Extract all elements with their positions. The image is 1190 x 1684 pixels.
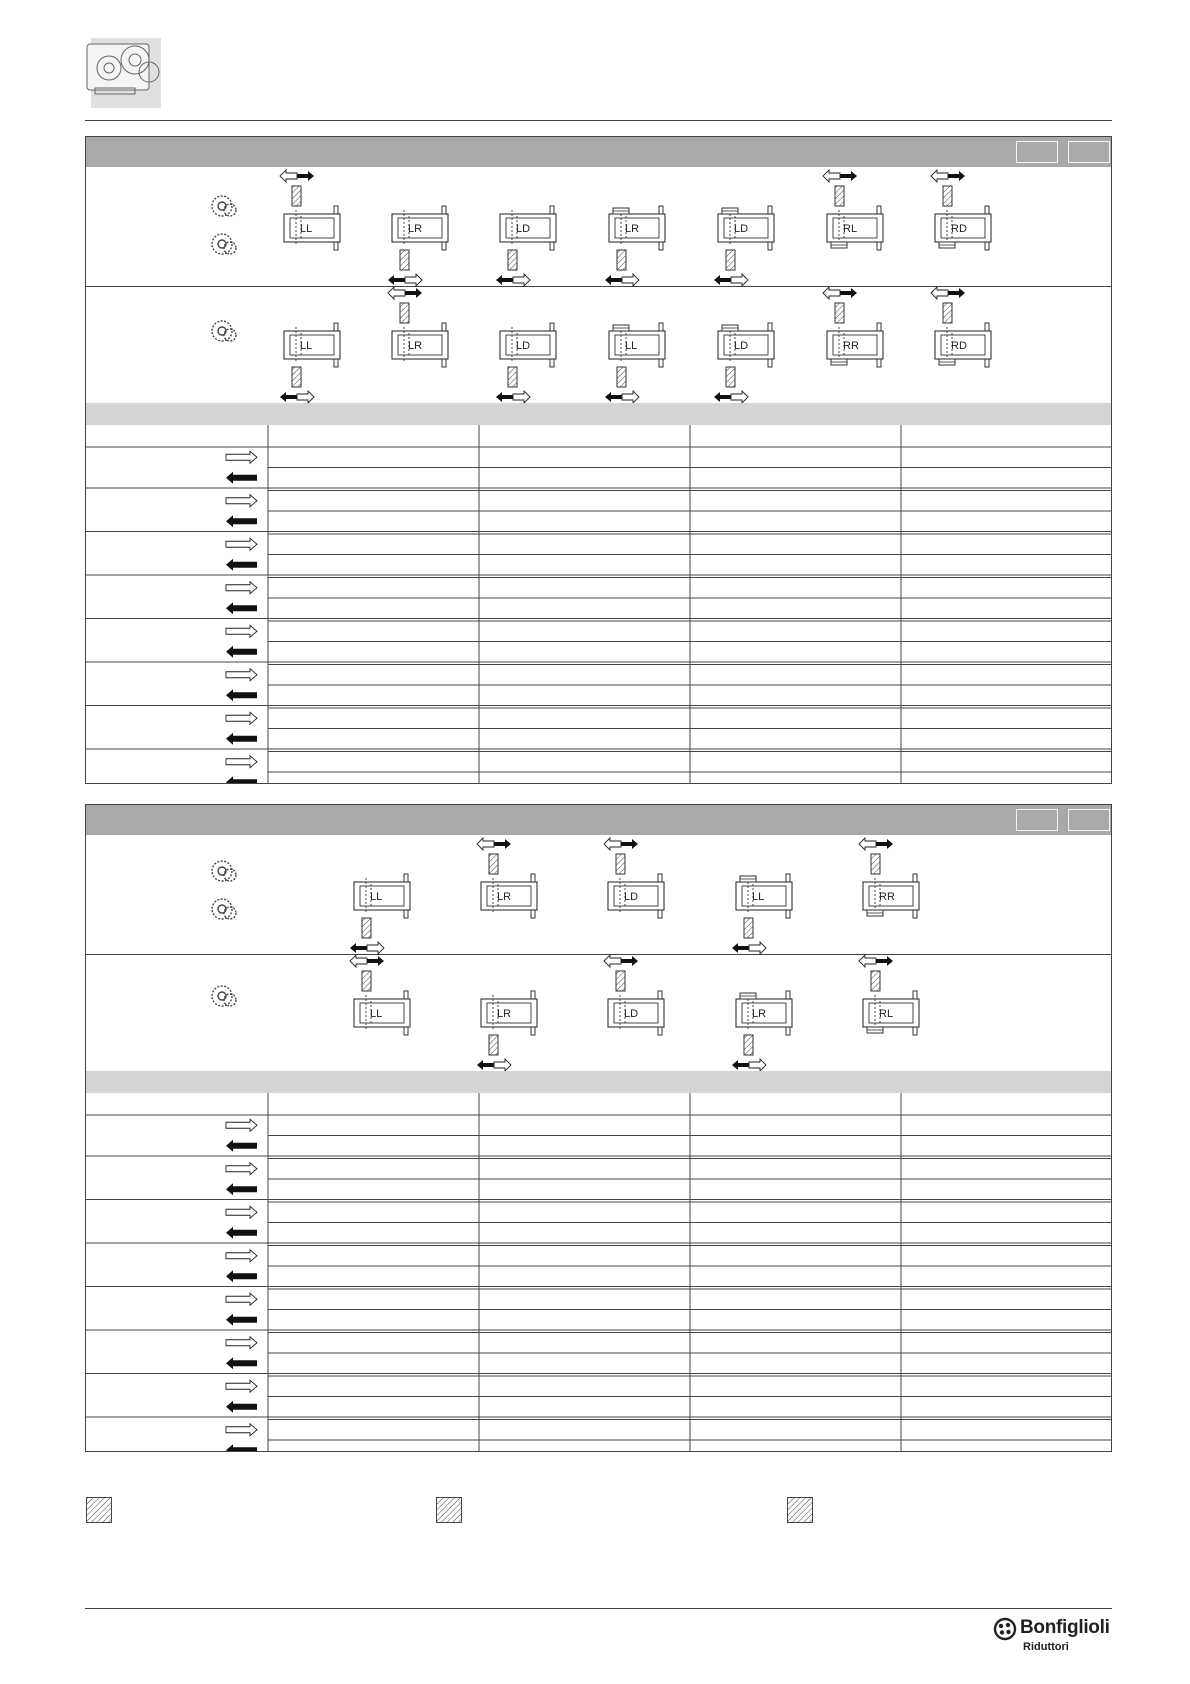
config-code: LD bbox=[734, 340, 749, 352]
table-row bbox=[226, 1163, 1111, 1179]
shaft-direction-arrow-icon bbox=[388, 274, 422, 286]
footer-rule bbox=[85, 1608, 1112, 1609]
gearbox-config-diagram bbox=[496, 206, 556, 286]
gearbox-config-diagram bbox=[604, 955, 664, 1035]
gearbox-config-diagram bbox=[714, 323, 774, 403]
gearbox-config-diagram bbox=[477, 991, 537, 1071]
arrow-right-outline-icon bbox=[226, 1337, 257, 1349]
gearbox-config-diagram bbox=[477, 838, 537, 918]
header-product-thumbnail bbox=[85, 32, 167, 110]
brand-subtitle: Riduttori bbox=[1023, 1641, 1069, 1653]
shaft-direction-arrow-icon bbox=[605, 274, 639, 286]
shaft-direction-arrow-icon bbox=[823, 287, 857, 299]
config-code: LD bbox=[734, 223, 749, 235]
table-grid bbox=[86, 1093, 1111, 1451]
arrow-right-outline-icon bbox=[226, 756, 257, 768]
config-code: RL bbox=[843, 223, 858, 235]
shaft-direction-arrow-icon bbox=[732, 1059, 766, 1071]
config-code: LL bbox=[752, 891, 765, 903]
shaft-direction-arrow-icon bbox=[350, 942, 384, 954]
gearbox-config-diagram bbox=[280, 323, 340, 403]
arrow-left-solid-icon bbox=[226, 689, 257, 701]
section-top-header bbox=[86, 137, 1111, 167]
table-row bbox=[226, 1293, 1111, 1309]
gearbox-config-diagram bbox=[604, 838, 664, 918]
shaft-direction-arrow-icon bbox=[496, 391, 530, 403]
config-code: LD bbox=[516, 340, 531, 352]
gearbox-config-diagram bbox=[388, 287, 448, 367]
shaft-direction-arrow-icon bbox=[732, 942, 766, 954]
config-code: LL bbox=[370, 891, 383, 903]
configs-row-2 bbox=[86, 287, 1111, 405]
table-row bbox=[226, 689, 1111, 705]
shaft-direction-arrow-icon bbox=[714, 391, 748, 403]
config-code: LR bbox=[497, 891, 512, 903]
table-row bbox=[226, 451, 1111, 467]
section-top-subheader bbox=[86, 403, 1111, 425]
gearbox-config-diagram bbox=[280, 170, 340, 250]
configs-row-1 bbox=[86, 167, 1111, 287]
arrow-left-solid-icon bbox=[226, 1357, 257, 1369]
arrow-left-solid-icon bbox=[226, 1314, 257, 1326]
table-row bbox=[226, 1337, 1111, 1353]
config-code: LD bbox=[516, 223, 531, 235]
shaft-direction-arrow-icon bbox=[280, 170, 314, 182]
table-grid bbox=[86, 425, 1111, 783]
config-code: RR bbox=[879, 891, 895, 903]
config-code: LR bbox=[625, 223, 640, 235]
section-top-panel bbox=[85, 136, 1112, 784]
table-row bbox=[226, 538, 1111, 554]
header-box-2 bbox=[1068, 809, 1110, 831]
table-row bbox=[226, 1424, 1111, 1440]
table-row bbox=[226, 1444, 1111, 1451]
arrow-right-outline-icon bbox=[226, 712, 257, 724]
table-row bbox=[226, 1380, 1111, 1396]
table-row bbox=[226, 559, 1111, 575]
legend-hatched-1 bbox=[86, 1497, 112, 1523]
shaft-direction-arrow-icon bbox=[388, 287, 422, 299]
arrow-right-outline-icon bbox=[226, 1163, 257, 1175]
arrow-left-solid-icon bbox=[226, 1401, 257, 1413]
table-row bbox=[226, 756, 1111, 772]
header-box-1 bbox=[1016, 809, 1058, 831]
table-row bbox=[226, 1250, 1111, 1266]
section-bottom-header bbox=[86, 805, 1111, 835]
table-row bbox=[226, 1119, 1111, 1135]
config-code: LD bbox=[624, 891, 639, 903]
legend-hatched-2 bbox=[436, 1497, 462, 1523]
table-row bbox=[226, 1206, 1111, 1222]
config-code: LL bbox=[300, 223, 313, 235]
arrow-right-outline-icon bbox=[226, 538, 257, 550]
arrow-left-solid-icon bbox=[226, 1227, 257, 1239]
arrow-right-outline-icon bbox=[226, 669, 257, 681]
config-code: RD bbox=[951, 340, 967, 352]
arrow-left-solid-icon bbox=[226, 1270, 257, 1282]
table-row bbox=[226, 1357, 1111, 1373]
config-code: LR bbox=[408, 340, 423, 352]
table-row bbox=[226, 1314, 1111, 1330]
arrow-left-solid-icon bbox=[226, 559, 257, 571]
table-row bbox=[226, 515, 1111, 531]
arrow-left-solid-icon bbox=[226, 1140, 257, 1152]
arrow-right-outline-icon bbox=[226, 1206, 257, 1218]
shaft-direction-arrow-icon bbox=[477, 1059, 511, 1071]
arrow-right-outline-icon bbox=[226, 582, 257, 594]
gearbox-config-diagram bbox=[350, 955, 410, 1035]
table-row bbox=[226, 646, 1111, 662]
shaft-direction-arrow-icon bbox=[859, 838, 893, 850]
shaft-direction-arrow-icon bbox=[931, 287, 965, 299]
shaft-direction-arrow-icon bbox=[931, 170, 965, 182]
table-row bbox=[226, 495, 1111, 511]
shaft-direction-arrow-icon bbox=[859, 955, 893, 967]
shaft-direction-arrow-icon bbox=[280, 391, 314, 403]
shaft-direction-arrow-icon bbox=[604, 838, 638, 850]
arrow-left-solid-icon bbox=[226, 733, 257, 745]
gearbox-config-diagram bbox=[388, 206, 448, 286]
shaft-direction-arrow-icon bbox=[350, 955, 384, 967]
gearbox-config-diagram bbox=[605, 206, 665, 286]
gearbox-config-diagram bbox=[931, 287, 991, 367]
arrow-right-outline-icon bbox=[226, 625, 257, 637]
section-bottom-table bbox=[86, 1093, 1111, 1451]
arrow-right-outline-icon bbox=[226, 1293, 257, 1305]
config-code: LL bbox=[300, 340, 313, 352]
arrow-left-solid-icon bbox=[226, 776, 257, 783]
arrow-right-outline-icon bbox=[226, 1424, 257, 1436]
header-box-1 bbox=[1016, 141, 1058, 163]
gearbox-config-diagram bbox=[496, 323, 556, 403]
arrow-left-solid-icon bbox=[226, 602, 257, 614]
brand-logo-icon bbox=[993, 1617, 1017, 1641]
gearbox-config-diagram bbox=[350, 874, 410, 954]
table-row bbox=[226, 1270, 1111, 1286]
arrow-right-outline-icon bbox=[226, 1119, 257, 1131]
section-bottom-panel bbox=[85, 804, 1112, 1452]
config-code: RL bbox=[879, 1008, 894, 1020]
gearbox-config-diagram bbox=[714, 206, 774, 286]
shaft-direction-arrow-icon bbox=[714, 274, 748, 286]
shaft-direction-arrow-icon bbox=[604, 955, 638, 967]
table-row bbox=[226, 669, 1111, 685]
table-row bbox=[226, 602, 1111, 618]
arrow-left-solid-icon bbox=[226, 472, 257, 484]
arrow-right-outline-icon bbox=[226, 1250, 257, 1262]
gearbox-config-diagram bbox=[823, 287, 883, 367]
gearbox-config-diagram bbox=[931, 170, 991, 250]
shaft-direction-arrow-icon bbox=[477, 838, 511, 850]
gearbox-config-diagram bbox=[823, 170, 883, 250]
section-top-table bbox=[86, 425, 1111, 783]
arrow-left-solid-icon bbox=[226, 515, 257, 527]
gearbox-config-diagram bbox=[859, 838, 919, 918]
arrow-left-solid-icon bbox=[226, 1444, 257, 1451]
table-row bbox=[226, 1183, 1111, 1199]
arrow-left-solid-icon bbox=[226, 1183, 257, 1195]
arrow-right-outline-icon bbox=[226, 451, 257, 463]
table-row bbox=[226, 472, 1111, 488]
table-row bbox=[226, 776, 1111, 783]
legend-hatched-3 bbox=[787, 1497, 813, 1523]
arrow-right-outline-icon bbox=[226, 495, 257, 507]
config-code: RR bbox=[843, 340, 859, 352]
arrow-right-outline-icon bbox=[226, 1380, 257, 1392]
configs-row-2 bbox=[86, 955, 1111, 1073]
table-row bbox=[226, 582, 1111, 598]
configs-row-1 bbox=[86, 835, 1111, 955]
table-row bbox=[226, 1140, 1111, 1156]
config-code: LL bbox=[625, 340, 638, 352]
header-box-2 bbox=[1068, 141, 1110, 163]
brand-name: Bonfiglioli bbox=[1020, 1617, 1110, 1638]
header-rule bbox=[85, 120, 1112, 121]
arrow-left-solid-icon bbox=[226, 646, 257, 658]
shaft-direction-arrow-icon bbox=[823, 170, 857, 182]
config-code: RD bbox=[951, 223, 967, 235]
gearbox-config-diagram bbox=[732, 991, 792, 1071]
table-row bbox=[226, 712, 1111, 728]
gearbox-config-diagram bbox=[732, 874, 792, 954]
table-row bbox=[226, 1401, 1111, 1417]
shaft-direction-arrow-icon bbox=[496, 274, 530, 286]
shaft-direction-arrow-icon bbox=[605, 391, 639, 403]
section-bottom-subheader bbox=[86, 1071, 1111, 1093]
gearbox-config-diagram bbox=[605, 323, 665, 403]
config-code: LD bbox=[624, 1008, 639, 1020]
config-code: LL bbox=[370, 1008, 383, 1020]
table-row bbox=[226, 625, 1111, 641]
gearbox-config-diagram bbox=[859, 955, 919, 1035]
config-code: LR bbox=[497, 1008, 512, 1020]
config-code: LR bbox=[408, 223, 423, 235]
table-row bbox=[226, 733, 1111, 749]
config-code: LR bbox=[752, 1008, 767, 1020]
table-row bbox=[226, 1227, 1111, 1243]
